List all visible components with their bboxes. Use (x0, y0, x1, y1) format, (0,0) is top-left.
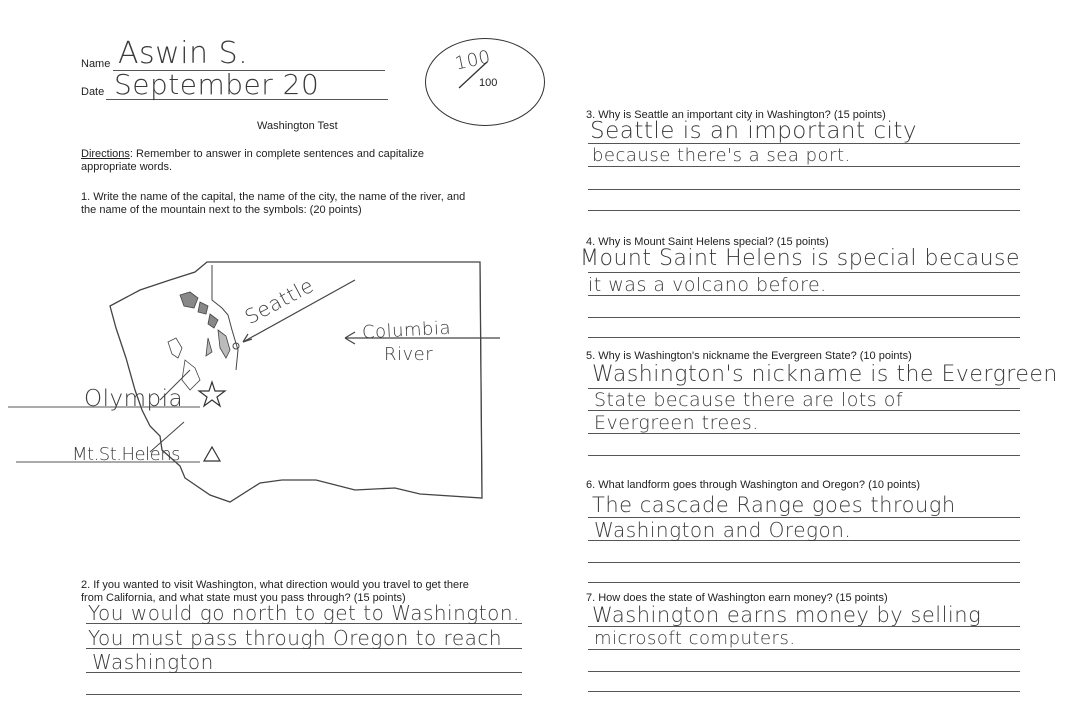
q3-question: 3. Why is Seattle an important city in Washington? (15 points) (586, 109, 886, 121)
directions (81, 148, 501, 174)
q5-answer-3: Evergreen trees. (594, 412, 759, 434)
date-label: Date (81, 86, 105, 98)
q4-line-c (588, 317, 1020, 318)
map-label-seattle: Seattle (240, 272, 318, 329)
score-total: 100 (479, 77, 498, 89)
q7-line-b (588, 649, 1020, 650)
q3-answer-2: because there's a sea port. (592, 145, 851, 166)
q2-line-1: 2. If you wanted to visit Washington, what direction would you travel to get there (81, 579, 469, 591)
directions-text: : Remember to answer in complete sentences and capitalize (129, 148, 425, 160)
mountain-triangle-icon (204, 447, 220, 461)
q4-question: 4. Why is Mount Saint Helens special? (15 points) (586, 236, 829, 248)
q7-line-c (588, 671, 1020, 672)
q2-line-2: from California, and what state must you pass through? (15 points) (81, 592, 406, 604)
q6-question: 6. What landform goes through Washington and Oregon? (10 points) (586, 479, 921, 491)
q6-answer-1: The cascade Range goes through (592, 493, 956, 517)
date-value: September 20 (114, 68, 320, 101)
q6-answer-2: Washington and Oregon. (594, 518, 852, 542)
q3-answer-1: Seattle is an important city (590, 118, 918, 144)
test-title: Washington Test (257, 120, 338, 132)
washington-map (0, 240, 530, 530)
q5-answer-2: State because there are lots of (594, 389, 904, 411)
q7-answer-1: Washington earns money by selling (592, 603, 982, 627)
q2-answer-3: Washington (92, 650, 214, 674)
q5-answer-1: Washington's nickname is the Evergreen (592, 362, 1058, 387)
directions-label: Directions (81, 148, 130, 160)
q2-line-d (86, 694, 522, 695)
q7-answer-2: microsoft computers. (594, 628, 796, 649)
q6-line-d (588, 582, 1020, 583)
q2-answer-1: You would go north to get to Washington. (88, 601, 520, 625)
q5-question: 5. Why is Washington's nickname the Evergreen State? (10 points) (586, 350, 912, 362)
name-value: Aswin S. (118, 36, 249, 71)
q1-line-1: 1. Write the name of the capital, the name of the city, the name of the river, and (81, 191, 466, 203)
q7-question: 7. How does the state of Washington earn money? (15 points) (586, 592, 888, 604)
name-label: Name (81, 58, 111, 70)
q5-line-d (588, 455, 1020, 456)
q1-question (81, 191, 531, 217)
q3-line-c (588, 189, 1020, 190)
q1-line-2: the name of the mountain next to the symbols: (20 points) (81, 204, 362, 216)
q6-line-c (588, 562, 1020, 563)
capital-star-icon (199, 382, 225, 406)
map-label-columbia: Columbia (361, 317, 452, 344)
q3-line-d (588, 210, 1020, 211)
q2-answer-2: You must pass through Oregon to reach (88, 626, 503, 650)
q4-line-d (588, 337, 1020, 338)
q3-line-b (588, 166, 1020, 167)
q4-answer-1: Mount Saint Helens is special because (580, 246, 1021, 271)
map-label-river: River (384, 344, 434, 365)
map-label-olympia: Olympia (84, 386, 184, 412)
map-label-mt-st-helens: Mt.St.Helens (72, 444, 180, 465)
score-given: 100 (453, 46, 493, 75)
q7-line-d (588, 691, 1020, 692)
q4-line-a (588, 272, 1020, 273)
q4-answer-2: it was a volcano before. (588, 274, 827, 296)
directions-text-2: appropriate words. (81, 161, 173, 173)
